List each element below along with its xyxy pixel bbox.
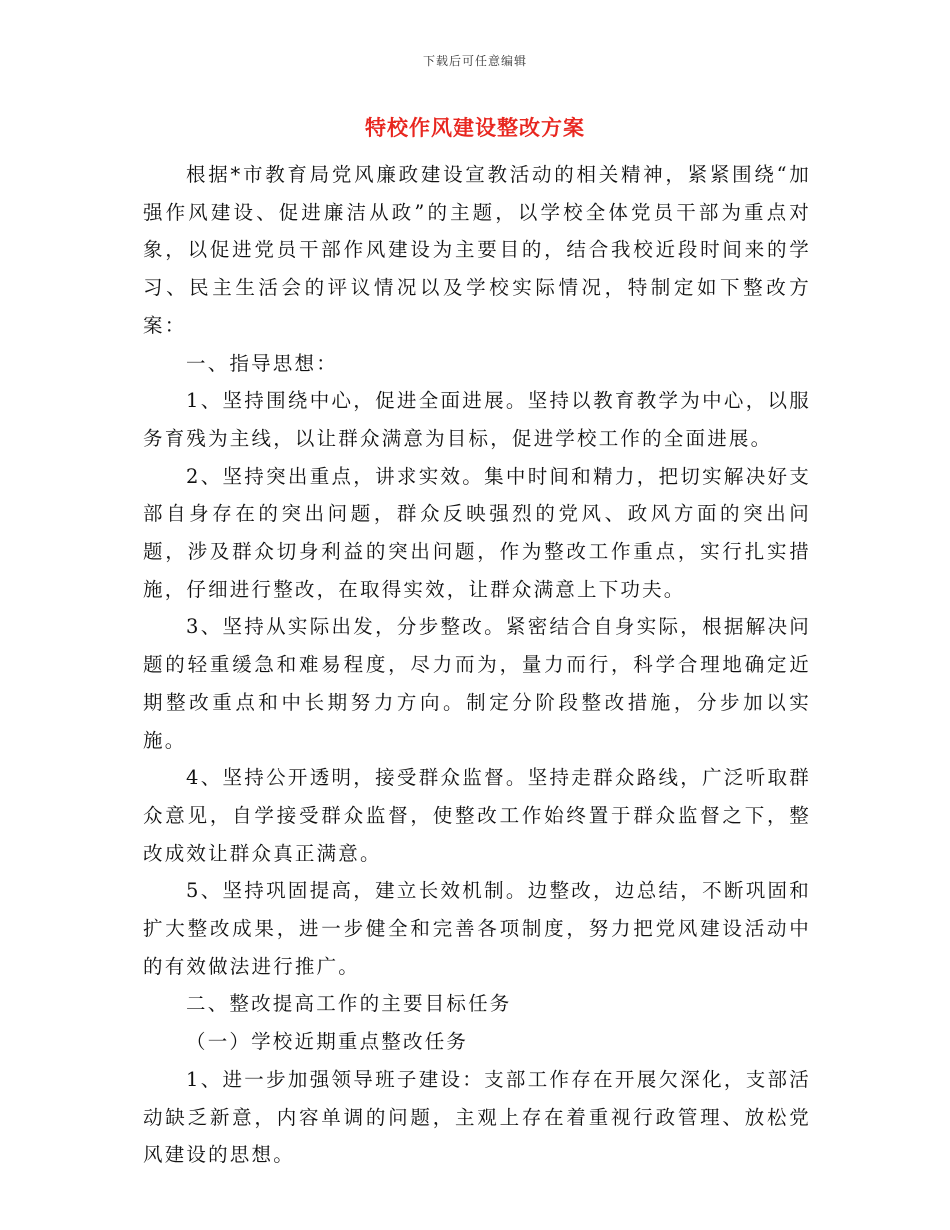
paragraph-item-2: 2、坚持突出重点，讲求实效。集中时间和精力，把切实解决好支部自身存在的突出问题，群众反映强烈的党风、政风方面的突出问题，涉及群众切身利益的突出问题，作为整改工作重点，实行扎实措施，仔细进行整改，在取得实效，让群众满意上下功夫。 bbox=[143, 464, 811, 601]
paragraph-item-3: 3、坚持从实际出发，分步整改。紧密结合自身实际，根据解决问题的轻重缓急和难易程度，尽力而为，量力而行，科学合理地确定近期整改重点和中长期努力方向。制定分阶段整改措施，分步加以实施。 bbox=[143, 615, 811, 752]
document-title: 特校作风建设整改方案 bbox=[365, 115, 585, 140]
paragraph-task-1: 1、进一步加强领导班子建设：支部工作存在开展欠深化，支部活动缺乏新意，内容单调的问题，主观上存在着重视行政管理、放松党风建设的思想。 bbox=[143, 1067, 811, 1167]
paragraph-item-5: 5、坚持巩固提高，建立长效机制。边整改，边总结，不断巩固和扩大整改成果，进一步健全和完善各项制度，努力把党风建设活动中的有效做法进行推广。 bbox=[143, 879, 811, 978]
section-heading-main-tasks: 二、整改提高工作的主要目标任务 bbox=[186, 992, 512, 1016]
header-note: 下载后可任意编辑 bbox=[422, 54, 527, 68]
paragraph-item-1: 1、坚持围绕中心，促进全面进展。坚持以教育教学为中心，以服务育残为主线，以让群众满意为目标，促进学校工作的全面进展。 bbox=[143, 389, 811, 450]
paragraph-intro: 根据*市教育局党风廉政建设宣教活动的相关精神，紧紧围绕“加强作风建设、促进廉洁从政”的主题，以学校全体党员干部为重点对象，以促进党员干部作风建设为主要目的，结合我校近段时间来的学习、民主生活会的评议情况以及学校实际情况，特制定如下整改方案： bbox=[143, 163, 811, 337]
paragraph-item-4: 4、坚持公开透明，接受群众监督。坚持走群众路线，广泛听取群众意见，自学接受群众监督，使整改工作始终置于群众监督之下，整改成效让群众真正满意。 bbox=[143, 766, 811, 865]
subsection-heading-near-term: （一）学校近期重点整改任务 bbox=[186, 1030, 469, 1054]
section-heading-guiding-ideology: 一、指导思想： bbox=[186, 351, 338, 375]
document-body bbox=[143, 156, 811, 1174]
